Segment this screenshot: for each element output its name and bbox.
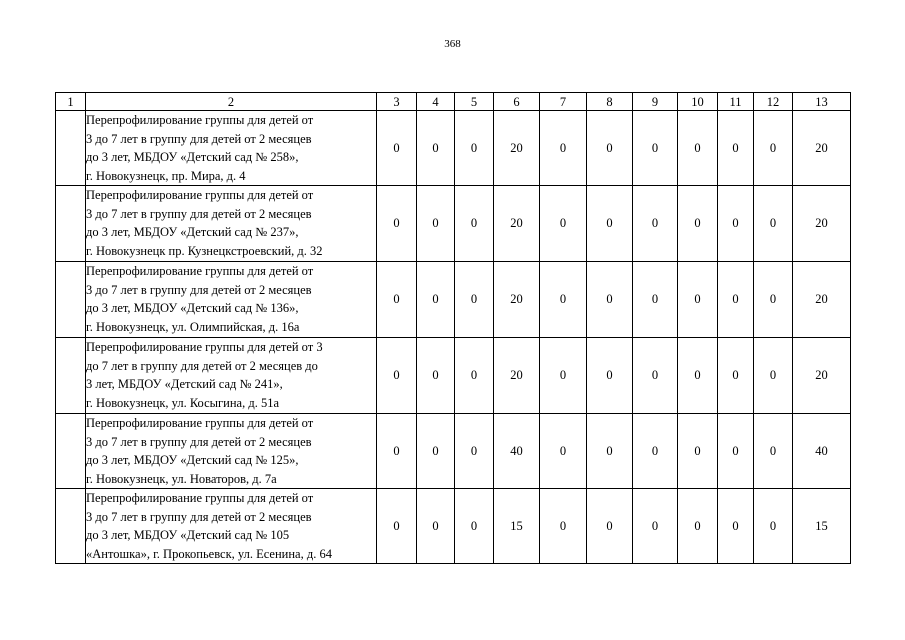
description-line: Перепрофилирование группы для детей от (86, 113, 314, 127)
description-line: до 7 лет в группу для детей от 2 месяцев до (86, 358, 318, 373)
value-cell: 0 (718, 338, 754, 414)
description-line: до 3 лет, МБДОУ «Детский сад № 125», (86, 453, 299, 467)
header-row (56, 93, 851, 111)
description-line: Перепрофилирование группы для детей от (86, 491, 314, 505)
table-row (56, 262, 851, 338)
value-cell: 0 (540, 414, 587, 489)
total-cell: 20 (793, 186, 851, 262)
value-cell: 0 (455, 338, 494, 414)
column-header: 11 (718, 93, 754, 111)
value-cell: 0 (417, 414, 455, 489)
value-cell: 0 (678, 414, 718, 489)
description-cell (86, 262, 377, 338)
description-cell (86, 186, 377, 262)
description-line: «Антошка», г. Прокопьевск, ул. Есенина, д. 64 (86, 546, 332, 561)
value-cell: 0 (678, 489, 718, 564)
column-header: 7 (540, 93, 587, 111)
value-cell: 0 (718, 489, 754, 564)
row-number-cell (56, 111, 86, 186)
value-cell: 15 (494, 489, 540, 564)
value-cell: 0 (754, 186, 793, 262)
value-cell: 0 (540, 186, 587, 262)
value-cell: 0 (678, 338, 718, 414)
value-cell: 0 (377, 262, 417, 338)
column-header: 13 (793, 93, 851, 111)
total-cell: 40 (793, 414, 851, 489)
value-cell: 0 (587, 111, 633, 186)
row-number-cell (56, 489, 86, 564)
description-line: Перепрофилирование группы для детей от 3 (86, 340, 323, 354)
value-cell: 0 (455, 262, 494, 338)
value-cell: 20 (494, 262, 540, 338)
value-cell: 0 (678, 262, 718, 338)
value-cell: 0 (678, 186, 718, 262)
description-line: Перепрофилирование группы для детей от (86, 416, 314, 430)
description-line: до 3 лет, МБДОУ «Детский сад № 237», (86, 225, 299, 239)
value-cell: 0 (377, 414, 417, 489)
value-cell: 0 (540, 111, 587, 186)
value-cell: 0 (754, 414, 793, 489)
description-cell (86, 414, 377, 489)
value-cell: 0 (377, 186, 417, 262)
description-line: до 3 лет, МБДОУ «Детский сад № 136», (86, 301, 299, 315)
row-number-cell (56, 186, 86, 262)
description-line: 3 до 7 лет в группу для детей от 2 месяцев (86, 434, 312, 449)
column-header: 6 (494, 93, 540, 111)
value-cell: 0 (377, 111, 417, 186)
description-line: 3 лет, МБДОУ «Детский сад № 241», (86, 377, 283, 391)
description-line: 3 до 7 лет в группу для детей от 2 месяцев (86, 509, 312, 524)
total-cell: 20 (793, 262, 851, 338)
description-line: г. Новокузнецк, пр. Мира, д. 4 (86, 168, 246, 183)
row-number-cell (56, 262, 86, 338)
value-cell: 0 (633, 111, 678, 186)
value-cell: 0 (417, 338, 455, 414)
value-cell: 0 (718, 414, 754, 489)
description-line: Перепрофилирование группы для детей от (86, 188, 314, 202)
column-header: 8 (587, 93, 633, 111)
value-cell: 0 (754, 111, 793, 186)
value-cell: 0 (455, 111, 494, 186)
description-line: 3 до 7 лет в группу для детей от 2 месяцев (86, 282, 312, 297)
value-cell: 0 (455, 489, 494, 564)
description-line: г. Новокузнецк, ул. Новаторов, д. 7а (86, 471, 277, 486)
value-cell: 0 (633, 489, 678, 564)
table-row (56, 186, 851, 262)
value-cell: 0 (540, 338, 587, 414)
table-row (56, 111, 851, 186)
description-line: 3 до 7 лет в группу для детей от 2 месяцев (86, 206, 312, 221)
value-cell: 0 (417, 186, 455, 262)
table-row (56, 414, 851, 489)
value-cell: 0 (540, 489, 587, 564)
value-cell: 20 (494, 186, 540, 262)
value-cell: 0 (417, 262, 455, 338)
value-cell: 0 (678, 111, 718, 186)
table-row (56, 338, 851, 414)
value-cell: 0 (587, 186, 633, 262)
table-row (56, 489, 851, 564)
page-number: 368 (444, 38, 461, 50)
description-cell (86, 111, 377, 186)
column-header: 3 (377, 93, 417, 111)
value-cell: 40 (494, 414, 540, 489)
description-line: г. Новокузнецк пр. Кузнецкстроевский, д. 32 (86, 243, 323, 258)
description-cell (86, 338, 377, 414)
column-header: 1 (56, 93, 86, 111)
value-cell: 0 (377, 338, 417, 414)
description-line: Перепрофилирование группы для детей от (86, 264, 314, 278)
value-cell: 0 (587, 489, 633, 564)
value-cell: 0 (754, 338, 793, 414)
description-cell (86, 489, 377, 564)
column-header: 2 (86, 93, 377, 111)
value-cell: 0 (417, 111, 455, 186)
value-cell: 0 (633, 414, 678, 489)
description-line: г. Новокузнецк, ул. Косыгина, д. 51а (86, 395, 280, 410)
column-header: 5 (455, 93, 494, 111)
column-header: 12 (754, 93, 793, 111)
data-table (55, 92, 851, 564)
value-cell: 0 (587, 414, 633, 489)
value-cell: 0 (718, 262, 754, 338)
value-cell: 0 (754, 262, 793, 338)
value-cell: 20 (494, 111, 540, 186)
value-cell: 0 (718, 111, 754, 186)
value-cell: 0 (377, 489, 417, 564)
value-cell: 0 (633, 262, 678, 338)
total-cell: 20 (793, 111, 851, 186)
description-line: 3 до 7 лет в группу для детей от 2 месяцев (86, 131, 312, 146)
value-cell: 20 (494, 338, 540, 414)
total-cell: 20 (793, 338, 851, 414)
value-cell: 0 (455, 186, 494, 262)
value-cell: 0 (754, 489, 793, 564)
column-header: 9 (633, 93, 678, 111)
description-line: до 3 лет, МБДОУ «Детский сад № 258», (86, 150, 299, 164)
row-number-cell (56, 338, 86, 414)
column-header: 4 (417, 93, 455, 111)
value-cell: 0 (417, 489, 455, 564)
value-cell: 0 (718, 186, 754, 262)
column-header: 10 (678, 93, 718, 111)
row-number-cell (56, 414, 86, 489)
value-cell: 0 (587, 262, 633, 338)
total-cell: 15 (793, 489, 851, 564)
value-cell: 0 (540, 262, 587, 338)
value-cell: 0 (633, 186, 678, 262)
description-line: до 3 лет, МБДОУ «Детский сад № 105 (86, 528, 290, 542)
description-line: г. Новокузнецк, ул. Олимпийская, д. 16а (86, 319, 300, 334)
value-cell: 0 (455, 414, 494, 489)
value-cell: 0 (587, 338, 633, 414)
value-cell: 0 (633, 338, 678, 414)
